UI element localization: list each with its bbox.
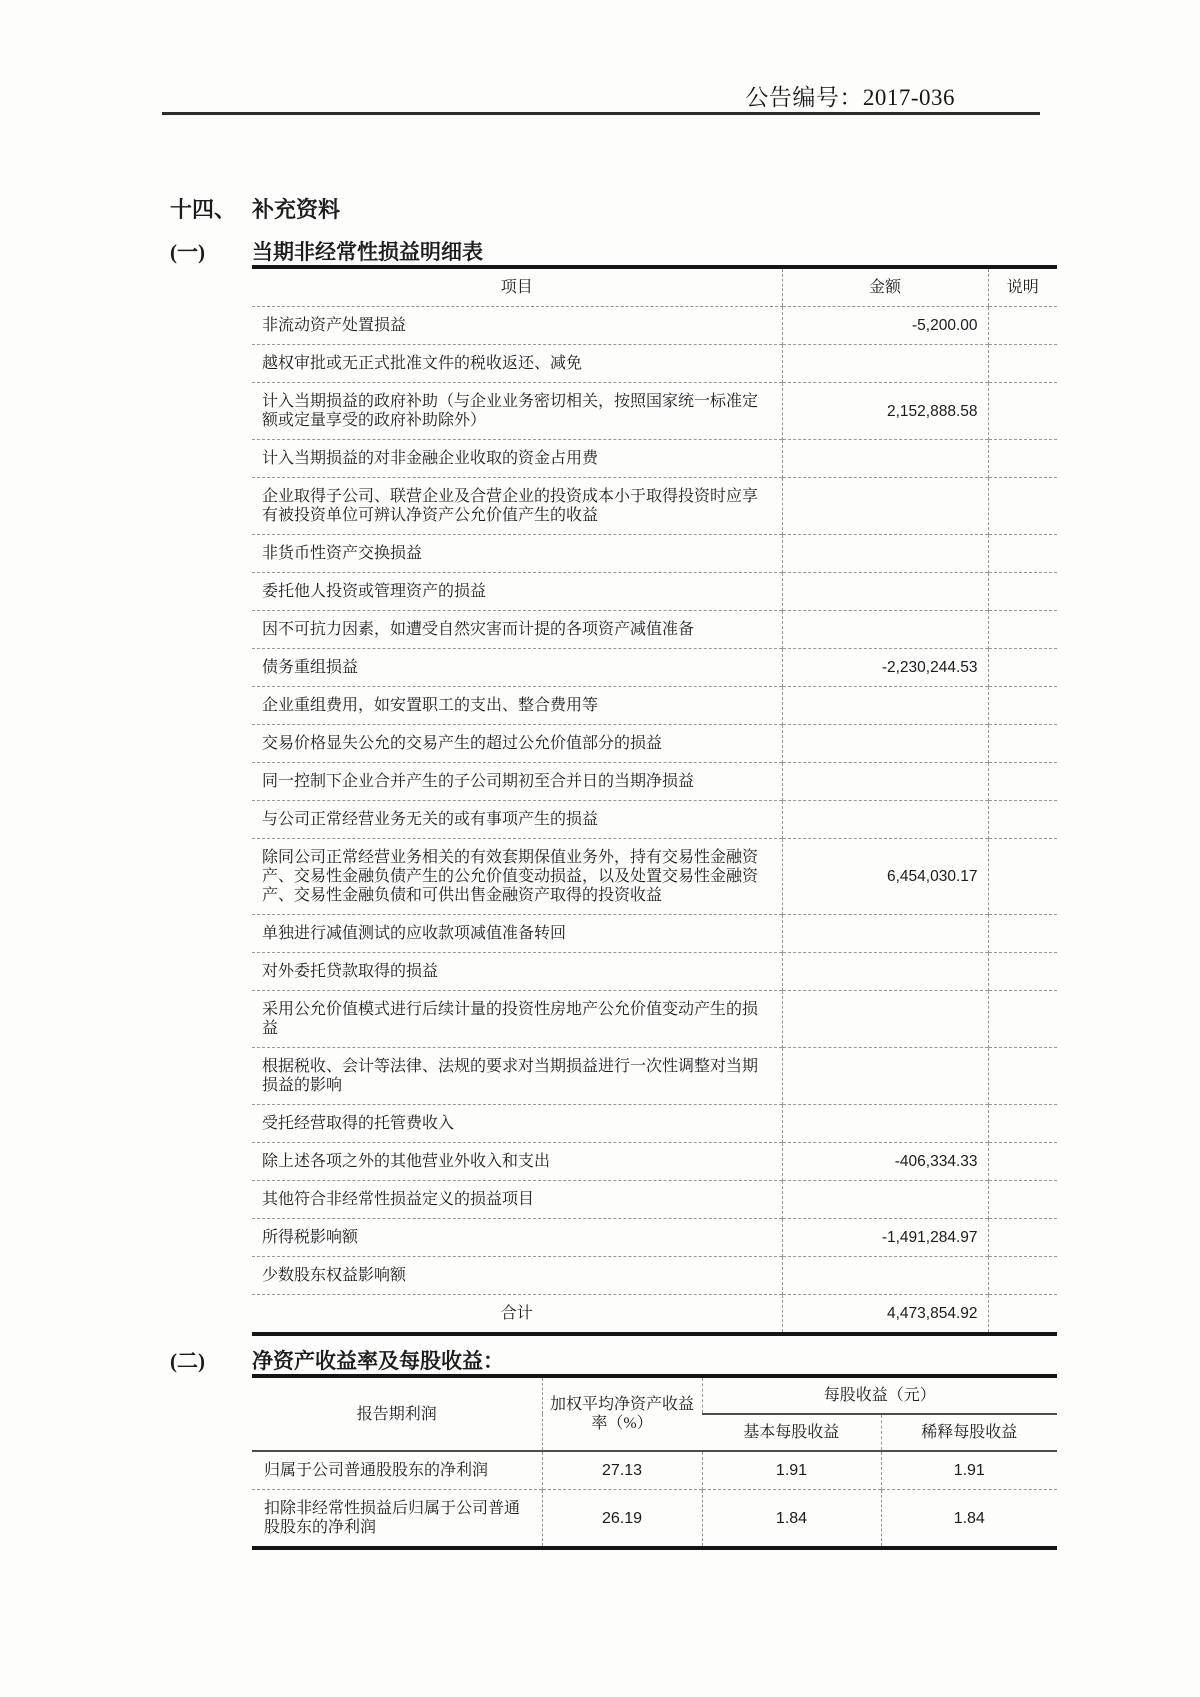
amount-cell bbox=[782, 725, 988, 763]
table-row bbox=[252, 611, 1057, 649]
table-row bbox=[252, 1219, 1057, 1257]
diluted-cell: 1.91 bbox=[881, 1451, 1057, 1490]
item-cell: 少数股东权益影响额 bbox=[252, 1257, 782, 1295]
item-cell: 采用公允价值模式进行后续计量的投资性房地产公允价值变动产生的损益 bbox=[252, 991, 782, 1048]
amount-cell bbox=[782, 1105, 988, 1143]
note-cell bbox=[988, 915, 1057, 953]
item-cell: 非货币性资产交换损益 bbox=[252, 535, 782, 573]
table-row bbox=[252, 1143, 1057, 1181]
basic-eps-header: 基本每股收益 bbox=[702, 1414, 881, 1451]
amount-cell bbox=[782, 345, 988, 383]
item-cell: 其他符合非经常性损益定义的损益项目 bbox=[252, 1181, 782, 1219]
roe-cell: 27.13 bbox=[542, 1451, 702, 1490]
amount-cell bbox=[782, 535, 988, 573]
diluted-eps-header: 稀释每股收益 bbox=[881, 1414, 1057, 1451]
amount-cell: -1,491,284.97 bbox=[782, 1219, 988, 1257]
roe-eps-table-body bbox=[252, 1451, 1057, 1548]
item-cell: 单独进行减值测试的应收款项减值准备转回 bbox=[252, 915, 782, 953]
note-cell bbox=[988, 345, 1057, 383]
item-cell: 对外委托贷款取得的损益 bbox=[252, 953, 782, 991]
note-cell bbox=[988, 1257, 1057, 1295]
amount-cell bbox=[782, 1048, 988, 1105]
subsection1-number: (一) bbox=[170, 240, 205, 264]
amount-cell: -5,200.00 bbox=[782, 307, 988, 345]
table-row bbox=[252, 535, 1057, 573]
table-row bbox=[252, 763, 1057, 801]
amount-cell bbox=[782, 953, 988, 991]
table-header-row bbox=[252, 267, 1057, 307]
table-row bbox=[252, 991, 1057, 1048]
subsection2-heading bbox=[170, 1345, 504, 1375]
note-cell bbox=[988, 1219, 1057, 1257]
basic-cell: 1.91 bbox=[702, 1451, 881, 1490]
weighted-roe-header: 加权平均净资产收益率（%） bbox=[542, 1376, 702, 1451]
note-cell bbox=[988, 991, 1057, 1048]
table-row bbox=[252, 801, 1057, 839]
amount-cell bbox=[782, 801, 988, 839]
section-heading bbox=[170, 193, 340, 224]
item-cell: 除同公司正常经营业务相关的有效套期保值业务外，持有交易性金融资产、交易性金融负债产生的公允价值变动损益，以及处置交易性金融资产、交易性金融负债和可供出售金融资产取得的投资收益 bbox=[252, 839, 782, 915]
item-cell: 企业重组费用，如安置职工的支出、整合费用等 bbox=[252, 687, 782, 725]
table-row bbox=[252, 1257, 1057, 1295]
item-cell: 根据税收、会计等法律、法规的要求对当期损益进行一次性调整对当期损益的影响 bbox=[252, 1048, 782, 1105]
diluted-cell: 1.84 bbox=[881, 1490, 1057, 1549]
item-cell: 企业取得子公司、联营企业及合营企业的投资成本小于取得投资时应享有被投资单位可辨认净资产公允价值产生的收益 bbox=[252, 478, 782, 535]
amount-cell bbox=[782, 763, 988, 801]
note-cell bbox=[988, 839, 1057, 915]
item-cell: 除上述各项之外的其他营业外收入和支出 bbox=[252, 1143, 782, 1181]
item-cell: 合计 bbox=[252, 1295, 782, 1335]
item-column-header: 项目 bbox=[252, 267, 782, 307]
non-recurring-items-table bbox=[252, 265, 1057, 1336]
note-cell bbox=[988, 440, 1057, 478]
item-cell: 计入当期损益的对非金融企业收取的资金占用费 bbox=[252, 440, 782, 478]
item-cell: 与公司正常经营业务无关的或有事项产生的损益 bbox=[252, 801, 782, 839]
table-row bbox=[252, 649, 1057, 687]
note-cell bbox=[988, 1105, 1057, 1143]
section-number: 十四、 bbox=[170, 197, 237, 222]
note-cell bbox=[988, 1181, 1057, 1219]
amount-cell: -2,230,244.53 bbox=[782, 649, 988, 687]
amount-cell bbox=[782, 478, 988, 535]
roe-eps-table bbox=[252, 1374, 1057, 1550]
note-cell bbox=[988, 573, 1057, 611]
item-cell: 所得税影响额 bbox=[252, 1219, 782, 1257]
note-cell bbox=[988, 478, 1057, 535]
item-cell: 委托他人投资或管理资产的损益 bbox=[252, 573, 782, 611]
table-row bbox=[252, 573, 1057, 611]
amount-cell bbox=[782, 573, 988, 611]
report-profit-header: 报告期利润 bbox=[252, 1376, 542, 1451]
amount-column-header: 金额 bbox=[782, 267, 988, 307]
note-cell bbox=[988, 611, 1057, 649]
amount-cell bbox=[782, 1181, 988, 1219]
note-cell bbox=[988, 649, 1057, 687]
note-cell bbox=[988, 763, 1057, 801]
table-row bbox=[252, 1490, 1057, 1549]
item-cell: 债务重组损益 bbox=[252, 649, 782, 687]
item-cell: 计入当期损益的政府补助（与企业业务密切相关，按照国家统一标准定额或定量享受的政府补助除外） bbox=[252, 383, 782, 440]
note-column-header: 说明 bbox=[988, 267, 1057, 307]
table-row bbox=[252, 915, 1057, 953]
roe-cell: 26.19 bbox=[542, 1490, 702, 1549]
item-cell: 同一控制下企业合并产生的子公司期初至合并日的当期净损益 bbox=[252, 763, 782, 801]
amount-cell: 4,473,854.92 bbox=[782, 1295, 988, 1335]
amount-cell bbox=[782, 440, 988, 478]
note-cell bbox=[988, 1048, 1057, 1105]
note-cell bbox=[988, 1295, 1057, 1335]
subsection1-heading bbox=[170, 236, 483, 266]
subsection2-title: 净资产收益率及每股收益： bbox=[252, 1349, 504, 1373]
table-row bbox=[252, 478, 1057, 535]
subsection2-number: (二) bbox=[170, 1349, 205, 1373]
item-cell: 因不可抗力因素，如遭受自然灾害而计提的各项资产减值准备 bbox=[252, 611, 782, 649]
item-cell: 受托经营取得的托管费收入 bbox=[252, 1105, 782, 1143]
subsection1-title: 当期非经常性损益明细表 bbox=[252, 240, 483, 264]
note-cell bbox=[988, 535, 1057, 573]
amount-cell bbox=[782, 611, 988, 649]
amount-cell bbox=[782, 1257, 988, 1295]
table-row bbox=[252, 440, 1057, 478]
table-row bbox=[252, 345, 1057, 383]
note-cell bbox=[988, 687, 1057, 725]
item-cell: 扣除非经常性损益后归属于公司普通股股东的净利润 bbox=[252, 1490, 542, 1549]
note-cell bbox=[988, 725, 1057, 763]
table-row bbox=[252, 1048, 1057, 1105]
announcement-number: 公告编号：2017-036 bbox=[745, 85, 955, 110]
table-row bbox=[252, 1451, 1057, 1490]
note-cell bbox=[988, 1143, 1057, 1181]
item-cell: 非流动资产处置损益 bbox=[262, 317, 407, 334]
note-cell bbox=[988, 801, 1057, 839]
eps-group-header: 每股收益（元） bbox=[702, 1376, 1057, 1414]
table-row bbox=[252, 725, 1057, 763]
basic-cell: 1.84 bbox=[702, 1490, 881, 1549]
table-row bbox=[252, 687, 1057, 725]
note-cell bbox=[988, 383, 1057, 440]
header-rule bbox=[162, 112, 1040, 115]
amount-cell bbox=[782, 991, 988, 1048]
table-row bbox=[252, 1181, 1057, 1219]
item-cell: 越权审批或无正式批准文件的税收返还、减免 bbox=[252, 345, 782, 383]
note-cell bbox=[988, 307, 1057, 345]
non-recurring-table-body bbox=[252, 307, 1057, 1335]
item-cell: 交易价格显失公允的交易产生的超过公允价值部分的损益 bbox=[252, 725, 782, 763]
amount-cell: 6,454,030.17 bbox=[782, 839, 988, 915]
table-row bbox=[252, 307, 1057, 345]
amount-cell: 2,152,888.58 bbox=[782, 383, 988, 440]
table-row bbox=[252, 1105, 1057, 1143]
table-row bbox=[252, 383, 1057, 440]
roe-eps-header-row-1 bbox=[252, 1376, 1057, 1414]
amount-cell bbox=[782, 687, 988, 725]
section-title: 补充资料 bbox=[252, 197, 341, 222]
table-row bbox=[252, 839, 1057, 915]
total-row bbox=[252, 1295, 1057, 1335]
item-cell: 归属于公司普通股股东的净利润 bbox=[264, 1462, 489, 1479]
amount-cell bbox=[782, 915, 988, 953]
table-row bbox=[252, 953, 1057, 991]
amount-cell: -406,334.33 bbox=[782, 1143, 988, 1181]
note-cell bbox=[988, 953, 1057, 991]
